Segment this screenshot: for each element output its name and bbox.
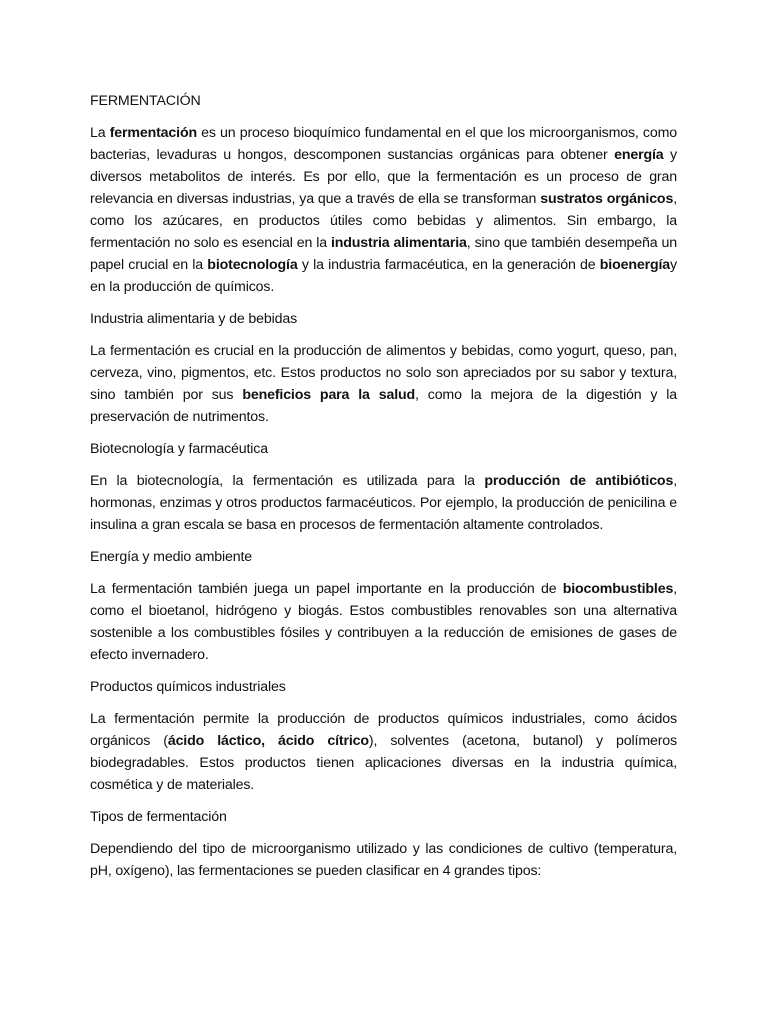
text-run: Dependiendo del tipo de microorganismo utilizado y las condiciones de cultivo (temperatura, pH, oxígeno), las fermentaciones se pueden clasificar en 4 grandes tipos: <box>90 841 677 879</box>
text-run: , como el bioetanol, hidrógeno y biogás. Estos combustibles renovables son una alternativa sostenible a los combustibles fósiles y contribuyen a la reducción de emisiones de gases de efecto invernadero. <box>90 581 677 663</box>
document-page <box>90 90 677 892</box>
text-run: , como la mejora de la digestión y la preservación de nutrimentos. <box>90 387 678 425</box>
text-run: La fermentación también juega un papel importante en la producción de <box>90 581 563 597</box>
text-run: y en la producción de químicos. <box>90 257 677 295</box>
bold-term: bioenergía <box>599 257 671 273</box>
bold-term: beneficios para la salud <box>242 387 416 403</box>
heading-industria-alimentaria: Industria alimentaria y de bebidas <box>90 311 298 327</box>
paragraph-tipos <box>90 838 677 882</box>
text-run: y la industria farmacéutica, en la generación de <box>297 257 600 273</box>
paragraph-industria-alimentaria <box>90 340 677 428</box>
bold-term: fermentación <box>109 125 197 141</box>
text-run: , sino que también desempeña un papel crucial en la <box>90 235 677 273</box>
bold-term: ácido láctico, ácido cítrico <box>167 733 369 749</box>
text-run: La <box>90 125 110 141</box>
heading-productos-quimicos: Productos químicos industriales <box>90 679 286 695</box>
text-run: , como los azúcares, en productos útiles como bebidas y alimentos. Sin embargo, la fermentación no solo es esencial en la <box>90 191 677 251</box>
bold-term: biocombustibles <box>562 581 674 597</box>
text-run: es un proceso bioquímico fundamental en el que los microorganismos, como bacterias, levaduras u hongos, descomponen sustancias orgánicas para obtener <box>90 125 678 163</box>
text-run: ), solventes (acetona, butanol) y polímeros biodegradables. Estos productos tienen aplicaciones diversas en la industria química, cosmética y de materiales. <box>90 733 677 793</box>
bold-term: biotecnología <box>207 257 298 273</box>
paragraph-productos-quimicos <box>90 708 677 796</box>
text-run: En la biotecnología, la fermentación es utilizada para la <box>90 473 485 489</box>
paragraph-energia <box>90 578 677 666</box>
text-run: , hormonas, enzimas y otros productos farmacéuticos. Por ejemplo, la producción de penicilina e insulina a gran escala se basa en procesos de fermentación altamente controlados. <box>90 473 677 533</box>
text-run: y diversos metabolitos de interés. Es por ello, que la fermentación es un proceso de gran relevancia en diversas industrias, ya que a través de ella se transforman <box>90 147 677 207</box>
paragraph-intro <box>90 122 677 298</box>
bold-term: energía <box>614 147 664 163</box>
heading-biotecnologia: Biotecnología y farmacéutica <box>90 441 268 457</box>
heading-fermentacion: FERMENTACIÓN <box>90 93 201 109</box>
text-run: La fermentación es crucial en la producción de alimentos y bebidas, como yogurt, queso, pan, cerveza, vino, pigmentos, etc. Estos productos no solo son apreciados por su sabor y textura, sino también por sus <box>90 343 677 403</box>
bold-term: producción de antibióticos <box>484 473 674 489</box>
paragraph-biotecnologia <box>90 470 677 536</box>
text-run: La fermentación permite la producción de productos químicos industriales, como ácidos orgánicos ( <box>90 711 677 749</box>
heading-energia: Energía y medio ambiente <box>90 549 253 565</box>
bold-term: sustratos orgánicos <box>540 191 674 207</box>
bold-term: industria alimentaria <box>330 235 467 251</box>
heading-tipos: Tipos de fermentación <box>90 809 227 825</box>
